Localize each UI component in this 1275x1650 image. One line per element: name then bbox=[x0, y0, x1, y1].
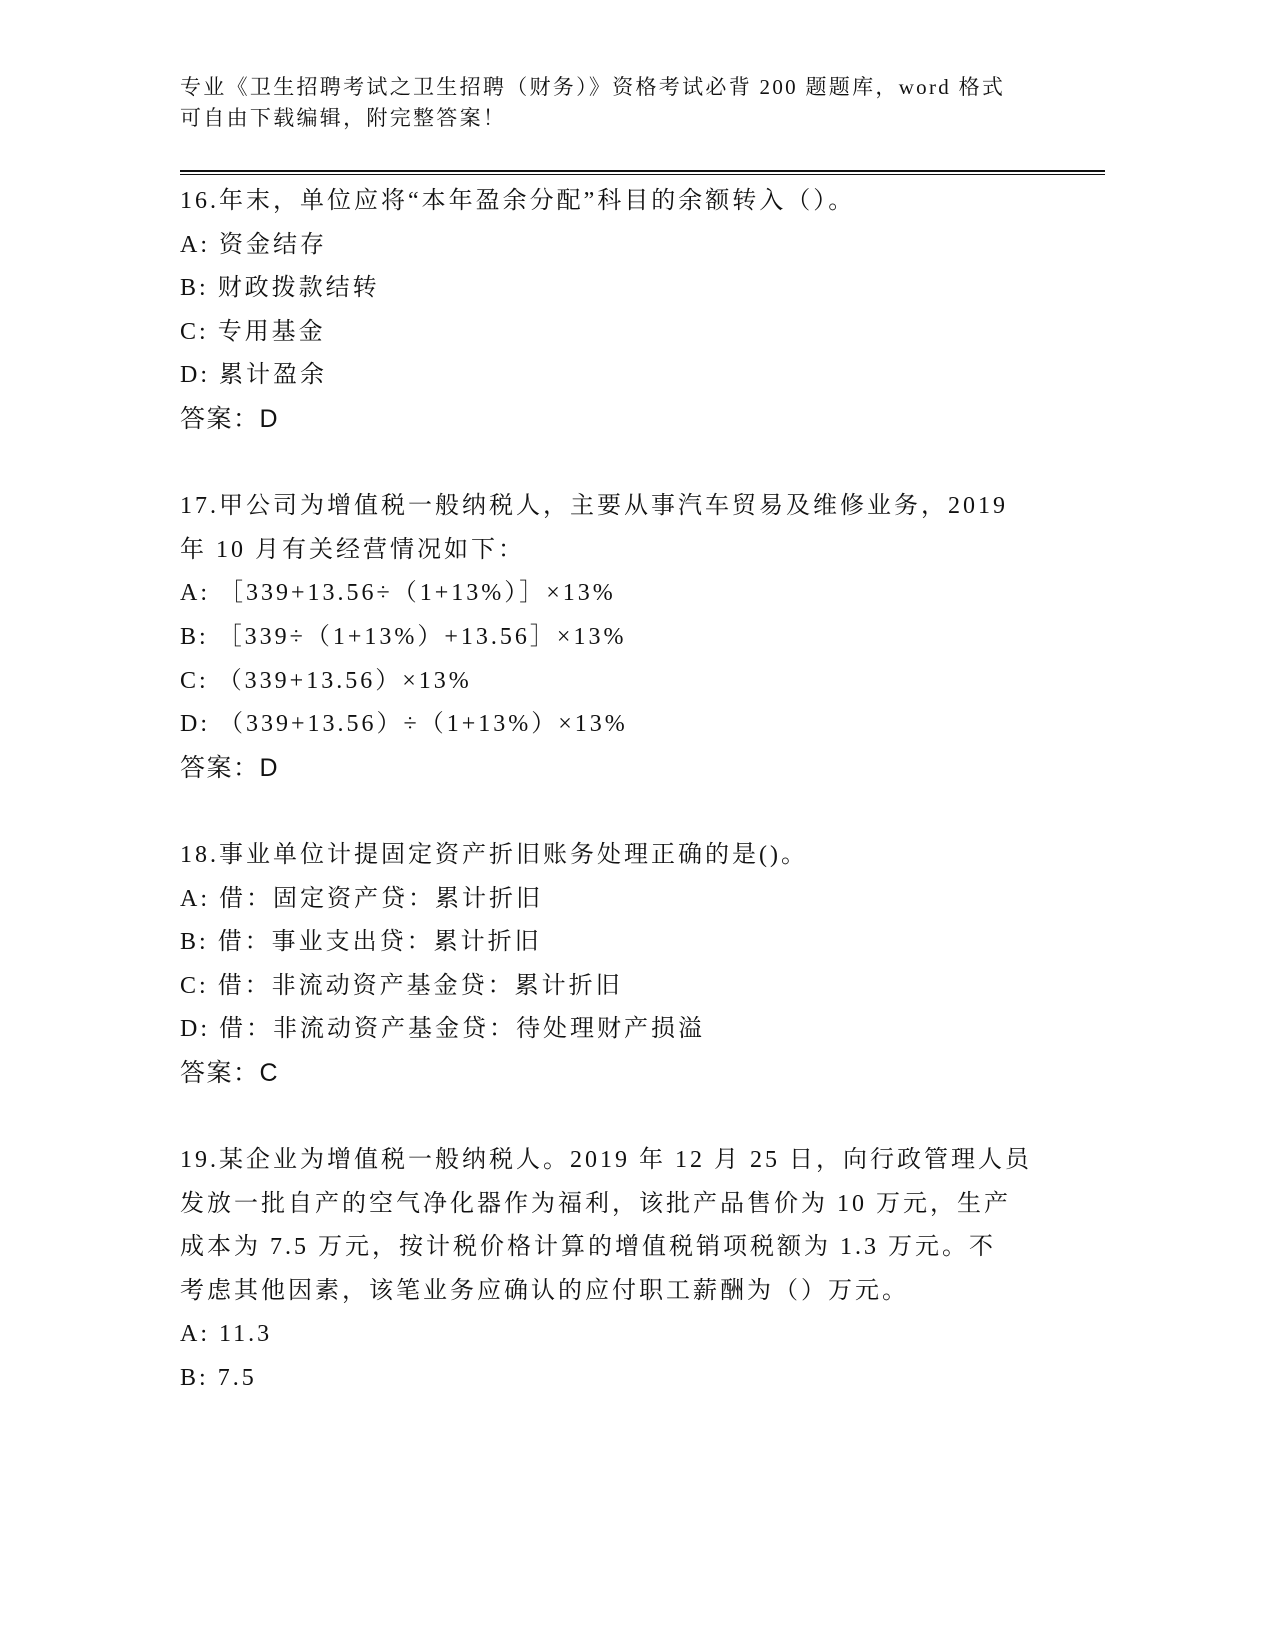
option-text: 11.3 bbox=[219, 1321, 273, 1348]
question-stem-text: 年 10 月有关经营情况如下： bbox=[180, 536, 525, 563]
question-19-stem-line-2 bbox=[180, 1183, 1180, 1227]
option-key: A: bbox=[180, 885, 210, 912]
question-stem-text: 事业单位计提固定资产折旧账务处理正确的是()。 bbox=[219, 841, 808, 868]
question-17-stem-line-2 bbox=[180, 529, 1180, 573]
question-16-stem-line-1 bbox=[180, 180, 1180, 224]
question-list bbox=[180, 180, 1180, 1444]
question-19-stem-line-4 bbox=[180, 1270, 1180, 1314]
question-16-option-d bbox=[180, 354, 1180, 398]
question-18-option-a bbox=[180, 878, 1180, 922]
question-17-answer bbox=[180, 747, 1180, 791]
question-stem-text: 某企业为增值税一般纳税人。2019 年 12 月 25 日，向行政管理人员 bbox=[219, 1147, 1032, 1174]
option-key: D: bbox=[180, 362, 210, 389]
question-17 bbox=[180, 485, 1180, 790]
answer-label: 答案： bbox=[180, 404, 260, 433]
option-key: B: bbox=[180, 1365, 209, 1392]
option-key: C: bbox=[180, 667, 209, 694]
option-text: （339+13.56）×13% bbox=[217, 667, 472, 694]
question-17-option-d bbox=[180, 703, 1180, 747]
answer-value: D bbox=[259, 753, 280, 782]
question-number: 17. bbox=[180, 493, 219, 520]
question-stem-text: 年末，单位应将“本年盈余分配”科目的余额转入（）。 bbox=[219, 188, 856, 214]
question-19-option-b bbox=[180, 1357, 1180, 1401]
question-18-option-d bbox=[180, 1008, 1180, 1052]
question-stem-text: 考虑其他因素，该笔业务应确认的应付职工薪酬为（）万元。 bbox=[180, 1277, 909, 1304]
question-stem-text: 甲公司为增值税一般纳税人，主要从事汽车贸易及维修业务，2019 bbox=[219, 493, 1008, 520]
question-18-option-b bbox=[180, 921, 1180, 965]
question-18 bbox=[180, 834, 1180, 1096]
question-18-option-c bbox=[180, 965, 1180, 1009]
question-19-stem-line-3 bbox=[180, 1226, 1180, 1270]
question-number: 16. bbox=[180, 188, 219, 214]
option-key: A: bbox=[180, 1321, 210, 1348]
option-key: B: bbox=[180, 623, 209, 650]
answer-value: D bbox=[259, 404, 280, 433]
question-18-answer bbox=[180, 1052, 1180, 1096]
question-number: 19. bbox=[180, 1147, 219, 1174]
option-key: C: bbox=[180, 318, 209, 345]
question-16-answer bbox=[180, 398, 1180, 442]
question-17-option-a bbox=[180, 572, 1180, 616]
answer-label: 答案： bbox=[180, 1058, 260, 1087]
option-text: 借：固定资产贷：累计折旧 bbox=[219, 885, 543, 912]
question-16-option-b bbox=[180, 267, 1180, 311]
question-19 bbox=[180, 1139, 1180, 1401]
option-key: C: bbox=[180, 972, 209, 999]
option-key: D: bbox=[180, 711, 210, 738]
option-key: A: bbox=[180, 231, 210, 258]
question-19-stem-line-1 bbox=[180, 1139, 1180, 1183]
question-16-option-c bbox=[180, 311, 1180, 355]
option-text: 借：非流动资产基金贷：累计折旧 bbox=[217, 972, 623, 999]
option-text: 7.5 bbox=[217, 1365, 257, 1392]
option-key: B: bbox=[180, 275, 209, 302]
option-text: 累计盈余 bbox=[219, 362, 327, 389]
header-double-rule bbox=[180, 170, 1105, 175]
question-stem-text: 发放一批自产的空气净化器作为福利，该批产品售价为 10 万元，生产 bbox=[180, 1190, 1011, 1217]
question-number: 18. bbox=[180, 841, 219, 868]
option-text: ［339+13.56÷（1+13%）］×13% bbox=[219, 580, 616, 607]
question-17-stem-line-1 bbox=[180, 485, 1180, 529]
header-line-1: 专业《卫生招聘考试之卫生招聘（财务）》资格考试必背 200 题题库，word 格式 bbox=[180, 75, 1006, 99]
option-key: B: bbox=[180, 929, 209, 956]
option-key: D: bbox=[180, 1016, 210, 1043]
option-text: 财政拨款结转 bbox=[217, 275, 380, 302]
question-16-option-a bbox=[180, 224, 1180, 268]
option-text: 专用基金 bbox=[217, 318, 326, 345]
question-17-option-c bbox=[180, 660, 1180, 704]
option-text: ［339÷（1+13%）+13.56］×13% bbox=[217, 623, 627, 650]
document-header bbox=[180, 72, 1005, 134]
question-stem-text: 成本为 7.5 万元，按计税价格计算的增值税销项税额为 1.3 万元。不 bbox=[180, 1234, 996, 1261]
option-text: （339+13.56）÷（1+13%）×13% bbox=[219, 711, 628, 738]
question-19-option-a bbox=[180, 1313, 1180, 1357]
option-text: 借：非流动资产基金贷：待处理财产损溢 bbox=[219, 1016, 705, 1043]
answer-label: 答案： bbox=[180, 753, 260, 782]
option-key: A: bbox=[180, 580, 210, 607]
question-17-option-b bbox=[180, 616, 1180, 660]
answer-value: C bbox=[259, 1058, 280, 1087]
header-line-2: 可自由下载编辑，附完整答案！ bbox=[180, 106, 507, 130]
option-text: 借：事业支出贷：累计折旧 bbox=[217, 929, 542, 956]
question-16 bbox=[180, 180, 1180, 442]
question-18-stem-line-1 bbox=[180, 834, 1180, 878]
option-text: 资金结存 bbox=[219, 231, 327, 258]
